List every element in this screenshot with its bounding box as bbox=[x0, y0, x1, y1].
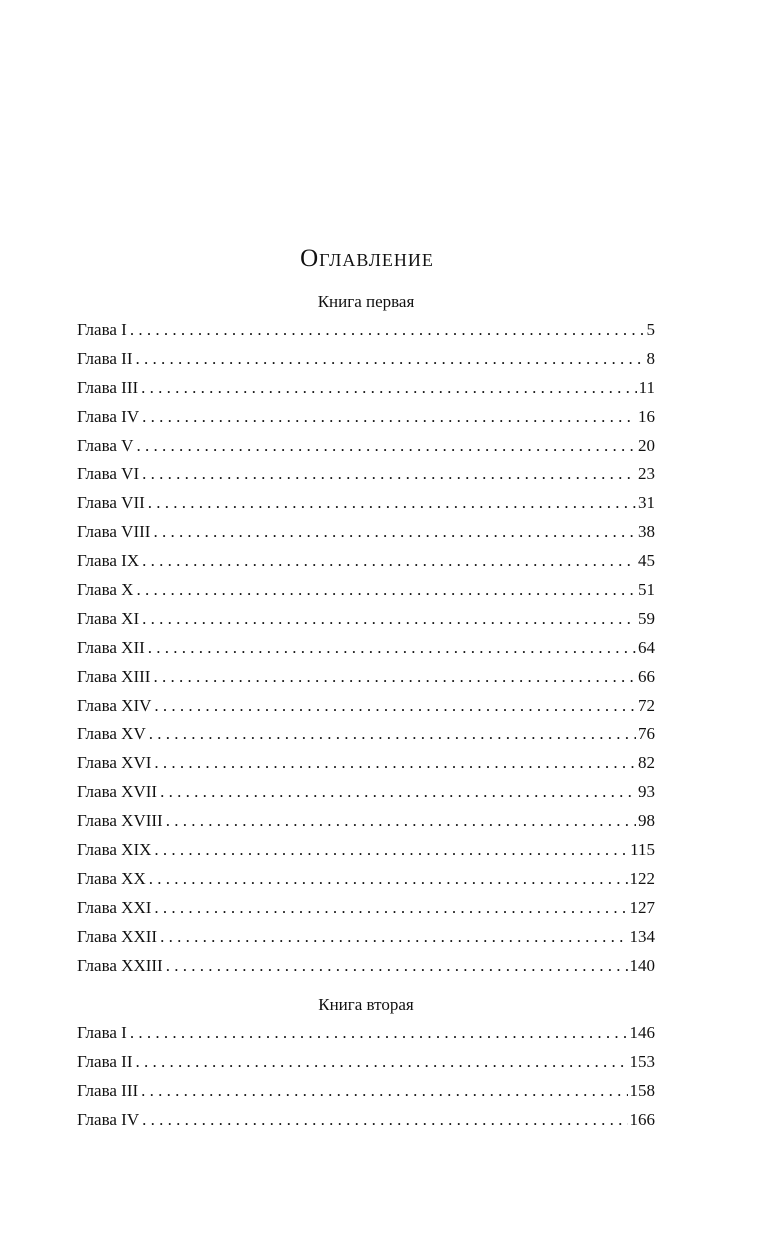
toc-entry-page-number: 82 bbox=[638, 753, 655, 773]
toc-entry[interactable] bbox=[77, 952, 655, 981]
toc-entries bbox=[77, 1019, 655, 1135]
toc-entry[interactable] bbox=[77, 749, 655, 778]
toc-entry-page-number: 51 bbox=[638, 580, 655, 600]
toc-entry-label: Глава III bbox=[77, 377, 139, 397]
dot-leader bbox=[160, 778, 636, 807]
dot-leader bbox=[148, 634, 636, 663]
toc-entry-label: Глава I bbox=[77, 320, 127, 339]
toc-entry-page-number: 5 bbox=[646, 320, 655, 339]
dot-leader bbox=[153, 663, 636, 692]
toc-entry[interactable] bbox=[77, 345, 655, 374]
toc-entry-page-number: 31 bbox=[638, 493, 655, 513]
toc-entry-page-number: 20 bbox=[638, 435, 655, 455]
toc-entry-label: Глава V bbox=[77, 435, 134, 455]
toc-entry[interactable] bbox=[77, 1048, 655, 1077]
toc-entry-page-number: 38 bbox=[638, 522, 655, 542]
toc-entry-page-number: 140 bbox=[629, 955, 655, 975]
dot-leader bbox=[142, 605, 636, 634]
dot-leader bbox=[154, 749, 636, 778]
toc-entry[interactable] bbox=[77, 720, 655, 749]
toc-entry[interactable] bbox=[77, 1077, 655, 1106]
toc-entry-label: Глава VII bbox=[77, 493, 145, 513]
toc-entry[interactable] bbox=[77, 663, 655, 692]
toc-entry[interactable] bbox=[77, 518, 655, 547]
dot-leader bbox=[149, 865, 628, 894]
toc-entry[interactable] bbox=[77, 923, 655, 952]
toc-entry-page-number: 98 bbox=[638, 811, 655, 831]
toc-entry-page-number: 158 bbox=[629, 1080, 655, 1100]
toc-entry-label: Глава XV bbox=[77, 724, 146, 744]
dot-leader bbox=[136, 345, 645, 374]
toc-entry[interactable] bbox=[77, 489, 655, 518]
toc-entry[interactable] bbox=[77, 403, 655, 432]
dot-leader bbox=[166, 807, 636, 836]
toc-entry-page-number: 134 bbox=[629, 926, 655, 946]
dot-leader bbox=[142, 460, 636, 489]
dot-leader bbox=[136, 432, 636, 461]
toc-entry[interactable] bbox=[77, 432, 655, 461]
toc-entry-label: Глава XIII bbox=[77, 666, 151, 686]
toc-entry[interactable] bbox=[77, 1019, 655, 1048]
dot-leader bbox=[136, 1048, 628, 1077]
dot-leader bbox=[142, 1106, 627, 1135]
dot-leader bbox=[154, 836, 628, 865]
toc-entry-page-number: 93 bbox=[638, 782, 655, 802]
dot-leader bbox=[142, 403, 636, 432]
dot-leader bbox=[142, 547, 636, 576]
toc-entry-label: Глава II bbox=[77, 1051, 133, 1071]
toc-entry[interactable] bbox=[77, 460, 655, 489]
toc-entry[interactable] bbox=[77, 1106, 655, 1135]
toc-entry[interactable] bbox=[77, 836, 655, 865]
toc-entry-label: Глава II bbox=[77, 348, 133, 368]
toc-entry-page-number: 153 bbox=[629, 1051, 655, 1071]
toc-entry-label: Глава IV bbox=[77, 1109, 140, 1129]
dot-leader bbox=[136, 576, 636, 605]
toc-entry[interactable] bbox=[77, 807, 655, 836]
toc-entry-page-number: 59 bbox=[638, 608, 655, 628]
toc-entry-label: Глава XI bbox=[77, 608, 140, 628]
toc-entry-page-number: 66 bbox=[638, 666, 655, 686]
toc-entry-page-number: 23 bbox=[638, 464, 655, 484]
toc-entry[interactable] bbox=[77, 316, 655, 345]
toc-entry-page-number: 45 bbox=[638, 551, 655, 571]
toc-entry[interactable] bbox=[77, 576, 655, 605]
dot-leader bbox=[160, 923, 627, 952]
toc-entry-page-number: 127 bbox=[629, 897, 655, 917]
dot-leader bbox=[153, 518, 636, 547]
toc-entry-label: Глава XVIII bbox=[77, 811, 163, 831]
toc-entry[interactable] bbox=[77, 634, 655, 663]
toc-entry[interactable] bbox=[77, 374, 655, 403]
toc-entry[interactable] bbox=[77, 778, 655, 807]
toc-entry[interactable] bbox=[77, 547, 655, 576]
book-heading: Книга вторая bbox=[318, 995, 414, 1014]
toc-entry-label: Глава XVII bbox=[77, 782, 158, 802]
toc-entry-page-number: 64 bbox=[638, 637, 655, 657]
toc-entry-page-number: 72 bbox=[638, 695, 655, 715]
toc-entry-label: Глава III bbox=[77, 1080, 139, 1100]
dot-leader bbox=[148, 489, 636, 518]
toc-entry-label: Глава VIII bbox=[77, 522, 151, 542]
toc-entry-page-number: 8 bbox=[646, 348, 655, 368]
toc-entry-label: Глава X bbox=[77, 580, 134, 600]
toc-book-2 bbox=[77, 990, 655, 1135]
page-title: Оглавление bbox=[300, 245, 434, 272]
dot-leader bbox=[130, 1019, 628, 1048]
dot-leader bbox=[154, 894, 627, 923]
toc-entries bbox=[77, 316, 655, 980]
toc-entry-label: Глава XXII bbox=[77, 926, 158, 946]
toc-entry-label: Глава XIV bbox=[77, 695, 152, 715]
toc-book-1 bbox=[77, 287, 655, 980]
toc-entry[interactable] bbox=[77, 894, 655, 923]
dot-leader bbox=[149, 720, 636, 749]
toc-entry-label: Глава XXI bbox=[77, 897, 152, 917]
toc-entry-page-number: 16 bbox=[638, 406, 655, 426]
dot-leader bbox=[130, 316, 645, 345]
toc-entry-page-number: 166 bbox=[629, 1109, 655, 1129]
dot-leader bbox=[166, 952, 628, 981]
book-heading: Книга первая bbox=[317, 292, 415, 311]
toc-entry-label: Глава XX bbox=[77, 868, 146, 888]
dot-leader bbox=[141, 1077, 627, 1106]
toc-entry-label: Глава XIX bbox=[77, 840, 152, 860]
toc-entry-label: Глава XII bbox=[77, 637, 145, 657]
toc-entry-label: Глава XXIII bbox=[77, 955, 163, 975]
toc-entry-page-number: 11 bbox=[638, 377, 655, 397]
toc-entry-label: Глава IV bbox=[77, 406, 140, 426]
toc-entry-label: Глава I bbox=[77, 1023, 127, 1042]
toc-entry-page-number: 76 bbox=[638, 724, 655, 744]
toc-entry[interactable] bbox=[77, 605, 655, 634]
toc-entry-page-number: 146 bbox=[629, 1023, 655, 1042]
toc-entry[interactable] bbox=[77, 865, 655, 894]
dot-leader bbox=[141, 374, 636, 403]
toc-entry[interactable] bbox=[77, 692, 655, 721]
toc-entry-page-number: 115 bbox=[630, 840, 655, 860]
toc-entry-page-number: 122 bbox=[629, 868, 655, 888]
toc-entry-label: Глава XVI bbox=[77, 753, 152, 773]
toc-entry-label: Глава IX bbox=[77, 551, 140, 571]
toc-entry-label: Глава VI bbox=[77, 464, 140, 484]
dot-leader bbox=[154, 692, 636, 721]
